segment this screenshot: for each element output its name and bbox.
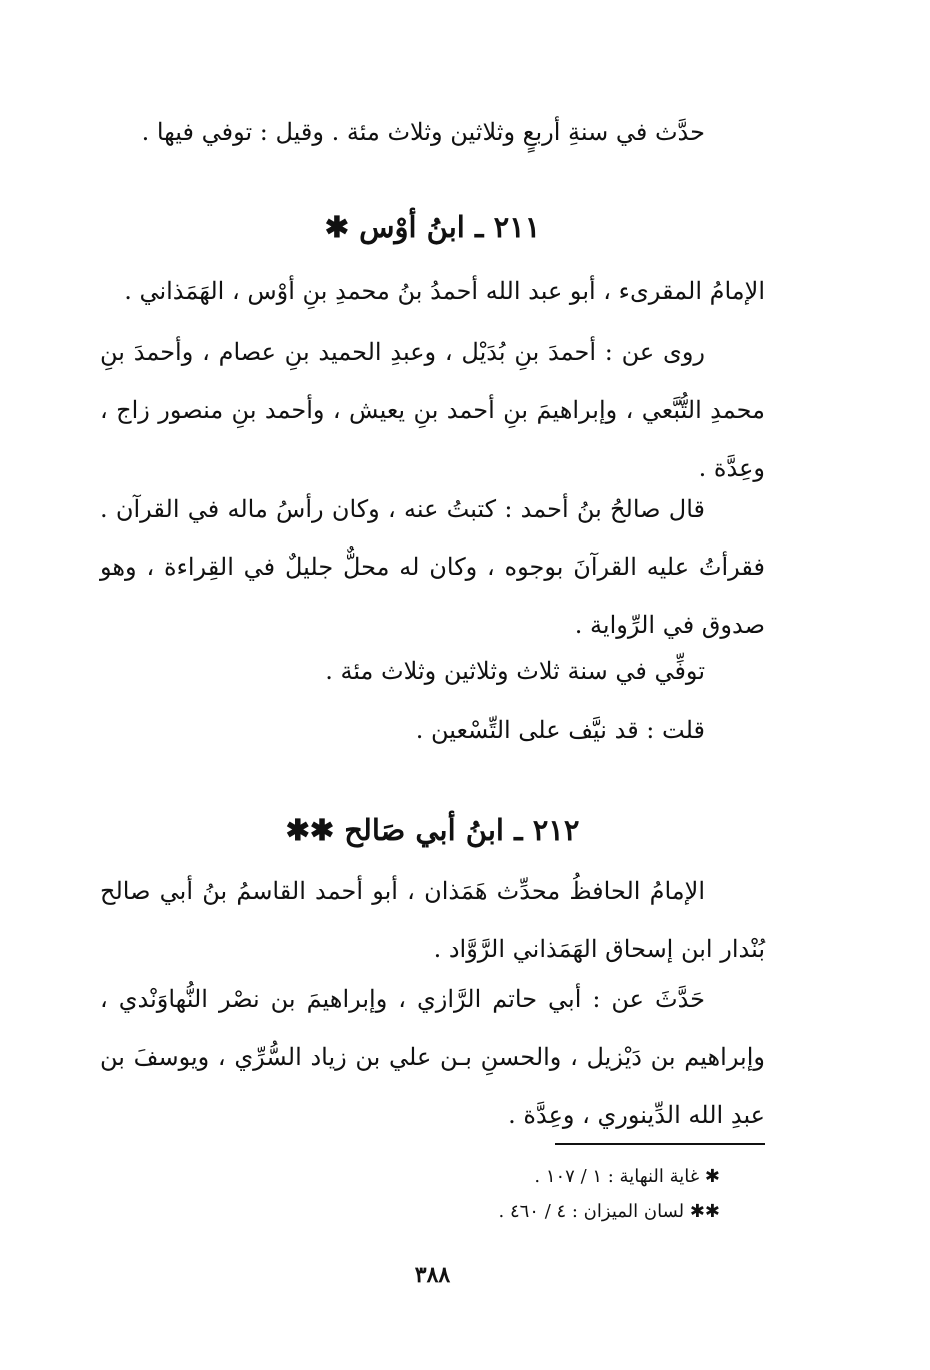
entry-211-paragraph-1: الإمامُ المقرىء ، أبو عبد الله أحمدُ بنُ محمدِ بنِ أوْس ، الهَمَذاني . xyxy=(124,277,765,305)
document-page xyxy=(100,0,765,1370)
entry-211-paragraph-2: روى عن : أحمدَ بنِ بُدَيْل ، وعبدِ الحميد بنِ عصام ، وأحمدَ بنِ محمدِ التُّبَّعي ، وإبراهيمَ بنِ أحمد بنِ يعيش ، وأحمد بنِ منصور زاج ، وعِدَّة . xyxy=(100,338,765,482)
entry-211-heading: ٢١١ ـ ابنُ أوْس ✱ xyxy=(324,210,541,244)
footnote-divider xyxy=(555,1143,765,1145)
top-paragraph: حدَّث في سنةِ أربعٍ وثلاثين وثلاث مئة . وقيل : توفي فيها . xyxy=(141,118,705,146)
entry-211-paragraph-4: توفِّي في سنة ثلاث وثلاثين وثلاث مئة . xyxy=(325,657,705,685)
entry-211-paragraph-5: قلت : قد نيَّف على التِّسْعين . xyxy=(415,716,705,744)
entry-212-paragraph-1: الإمامُ الحافظُ محدِّث هَمَذان ، أبو أحمد القاسمُ بنُ أبي صالح بُنْدار ابن إسحاق الهَمَذاني الرَّوَّاد . xyxy=(100,877,765,963)
page-number: ٣٨٨ xyxy=(414,1262,451,1288)
footnote-1: ✱ غاية النهاية : ١ / ١٠٧ . xyxy=(534,1166,720,1187)
footnote-2: ✱✱ لسان الميزان : ٤ / ٤٦٠ . xyxy=(498,1201,720,1222)
entry-212-paragraph-2: حَدَّثَ عن : أبي حاتم الرَّازي ، وإبراهيمَ بن نصْر النُّهاوَنْدي ، وإبراهيم بن دَيْزيل ، والحسنِ بـن علي بن زياد السُّرِّي ، ويوسفَ بن عبدِ الله الدِّينوري ، وعِدَّة . xyxy=(100,985,765,1129)
entry-212-heading: ٢١٢ ـ ابنُ أبي صَالح ✱✱ xyxy=(285,813,580,847)
entry-211-paragraph-3: قال صالحُ بنُ أحمد : كتبتُ عنه ، وكان رأسُ ماله في القرآن . فقرأتُ عليه القرآنَ بوجوه ، وكان له محلٌّ جليلٌ في القِراءة ، وهو صدوق في الرِّواية . xyxy=(100,495,765,639)
